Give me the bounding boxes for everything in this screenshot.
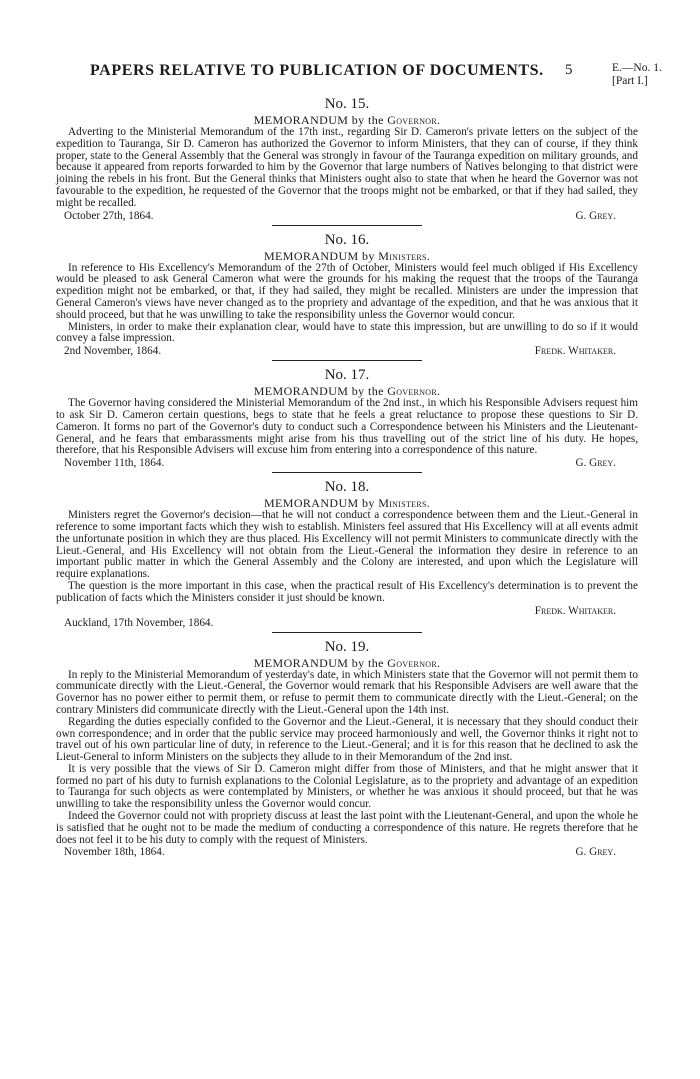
memo-heading [56, 249, 638, 263]
memo-number: No. 18. [324, 479, 370, 496]
memo-signature: G. Grey. [575, 209, 616, 222]
memo-paragraph: In reply to the Ministerial Memorandum of yesterday's date, in which Ministers state that the Governor will not permit them to communicate directly with the Lieut.-General, the Governor would remark that his Responsible Advisers are well aware that the Governor has no power either to permit them, or refuse to permit them to communicate directly with the Lieut.-General; on the contrary Ministers did communicate directly with the Lieut.-General upon the 14th inst. [56, 668, 638, 716]
page-body [56, 94, 638, 858]
memo-signature: Fredk. Whitaker. [534, 345, 616, 358]
section-divider [272, 632, 422, 633]
memo-paragraph: Adverting to the Ministerial Memorandum of the 17th inst., regarding Sir D. Cameron's private letters on the subject of the expedition to Tauranga, Sir D. Cameron has authorized the Governor to inform Ministers, that they can of course, if they think proper, state to the General Assembly that the General was strongly in favour of the Tauranga expedition on military grounds, and because it appeared from reports forwarded to him by the Governor that large numbers of Natives belonging to that district were joining the rebels in his front. But the General thinks that Ministers ought also to state that when he heard the Governor was not favourable to the expedition, he requested of the Governor that the troops might not be embarked, or that if they had sailed, they might be recalled. [56, 126, 638, 209]
memo-paragraph: The Governor having considered the Ministerial Memorandum of the 2nd inst., in which his Responsible Advisers request him to ask Sir D. Cameron certain questions, begs to state that he feels a great reluctance to propose these questions to Sir D. Cameron. It forms no part of the Governor's duty to conduct such a Correspondence between his Ministers and the Lieutenant-General, and he fears that embarassments might arise from his thus travelling out of the strict line of his duty. He hopes, therefore, that his Responsible Advisers will excuse him from entering into a correspondence of this nature. [56, 397, 638, 457]
memo-section-17 [56, 367, 638, 473]
memo-paragraph: In reference to His Excellency's Memorandum of the 27th of October, Ministers would feel much obliged if His Excellency would be pleased to ask General Cameron what were the grounds for his making the request that the troops of the Tauranga expedition might not be embarked, or that, if they had sailed, they might be recalled. Ministers are under the impression that General Cameron's views have never changed as to the propriety and advantage of the expedition, and that he was anxious that it should proceed, but that he was unwilling to take the responsibility unless the Governor would concur. [56, 261, 638, 321]
memo-number: No. 16. [324, 231, 370, 248]
memo-paragraph: Indeed the Governor could not with propriety discuss at least the last point with the Lieutenant-General, and upon the whole he is satisfied that he ought not to be made the medium of conducting a correspondence of this nature. He regrets therefore that he does not feel it to be his duty to comply with the request of Ministers. [56, 810, 638, 846]
memo-heading [56, 656, 638, 670]
memo-number: No. 17. [324, 367, 370, 384]
memo-paragraph: Ministers regret the Governor's decision—that he will not conduct a correspondence between them and the Lieut.-General in reference to some important facts which they wish to establish. Ministers feel assured that His Excellency will at all events admit the unfortunate position in which they are thus placed. His Excellency will not permit Ministers to communicate directly with the Lieut.-General, and His Excellency will not obtain from the Lieut.-General the information they desire in reference to an important public matter in which the General Assembly and the Colony are interested, and upon which the Legislature will require explanations. [56, 509, 638, 581]
memo-heading-prefix: MEMORANDUM by the [253, 113, 384, 127]
memo-heading-prefix: MEMORANDUM by the [253, 655, 384, 670]
memo-author: Governor. [387, 655, 441, 670]
memo-heading-prefix: MEMORANDUM by the [253, 384, 384, 399]
memo-section-15 [56, 96, 638, 226]
memo-date-signature [56, 457, 638, 469]
memo-heading [56, 496, 638, 510]
section-divider [272, 225, 422, 226]
memo-signature: Fredk. Whitaker. [534, 604, 616, 617]
memo-date: Auckland, 17th November, 1864. [64, 616, 214, 629]
memo-author: Governor. [387, 384, 441, 399]
memo-number: No. 15. [324, 96, 370, 112]
memo-paragraph: Ministers, in order to make their explanation clear, would have to state this impression, but are unwilling to do so if it would convey a false impression. [56, 320, 638, 345]
memo-date-signature [56, 846, 638, 858]
memo-author: Ministers. [378, 248, 431, 263]
memo-paragraph: It is very possible that the views of Sir D. Cameron might differ from those of Ministers, and that he might answer that it formed no part of his duty to furnish explanations to the Colonial Legislature, as to the propriety and advantage of an expedition to Tauranga for such objects as were contemplated by Ministers, or whether he was anxious it should proceed, but that he was unwilling to take the responsibility unless the Governor would concur. [56, 762, 638, 811]
memo-date: November 18th, 1864. [64, 846, 165, 859]
memo-paragraph: Regarding the duties especially confided to the Governor and the Lieut.-General, it is necessary that they should conduct their own correspondence; and in order that the public service may proceed harmoniously and well, the Governor thinks it right not to travel out of his own particular line of duty, in reference to the Lieut.-General; and it is for this reason that he declined to ask the Lieut-General to inform Ministers on the subjects they allude to in their Memorandum of the 2nd inst. [56, 715, 638, 764]
memo-heading [56, 384, 638, 398]
memo-signature: G. Grey. [575, 457, 616, 470]
memo-author: Ministers. [378, 496, 431, 511]
memo-section-19 [56, 639, 638, 859]
page-header [0, 62, 700, 92]
memo-date: October 27th, 1864. [64, 209, 154, 222]
memo-author: Governor. [387, 113, 441, 127]
memo-date: November 11th, 1864. [64, 457, 165, 470]
running-title: PAPERS RELATIVE TO PUBLICATION OF DOCUMENTS. [90, 62, 544, 79]
memo-date: 2nd November, 1864. [64, 345, 162, 358]
document-reference [612, 62, 662, 88]
memo-date-signature [56, 210, 638, 222]
memo-heading-prefix: MEMORANDUM by [263, 248, 375, 263]
reference-line-2: [Part I.] [612, 75, 648, 87]
memo-heading-prefix: MEMORANDUM by [263, 496, 375, 511]
reference-line-1: E.—No. 1. [612, 62, 662, 74]
memo-heading [56, 113, 638, 127]
memo-paragraph: The question is the more important in this case, when the practical result of His Excellency's determination is to prevent the publication of facts which the Ministers consider it just should be known. [56, 579, 638, 604]
page-number: 5 [565, 62, 573, 78]
section-divider [272, 360, 422, 361]
memo-section-18 [56, 479, 638, 632]
memo-date-signature [56, 345, 638, 357]
memo-signature: G. Grey. [575, 846, 616, 859]
memo-number: No. 19. [324, 638, 370, 655]
memo-section-16 [56, 232, 638, 362]
section-divider [272, 472, 422, 473]
